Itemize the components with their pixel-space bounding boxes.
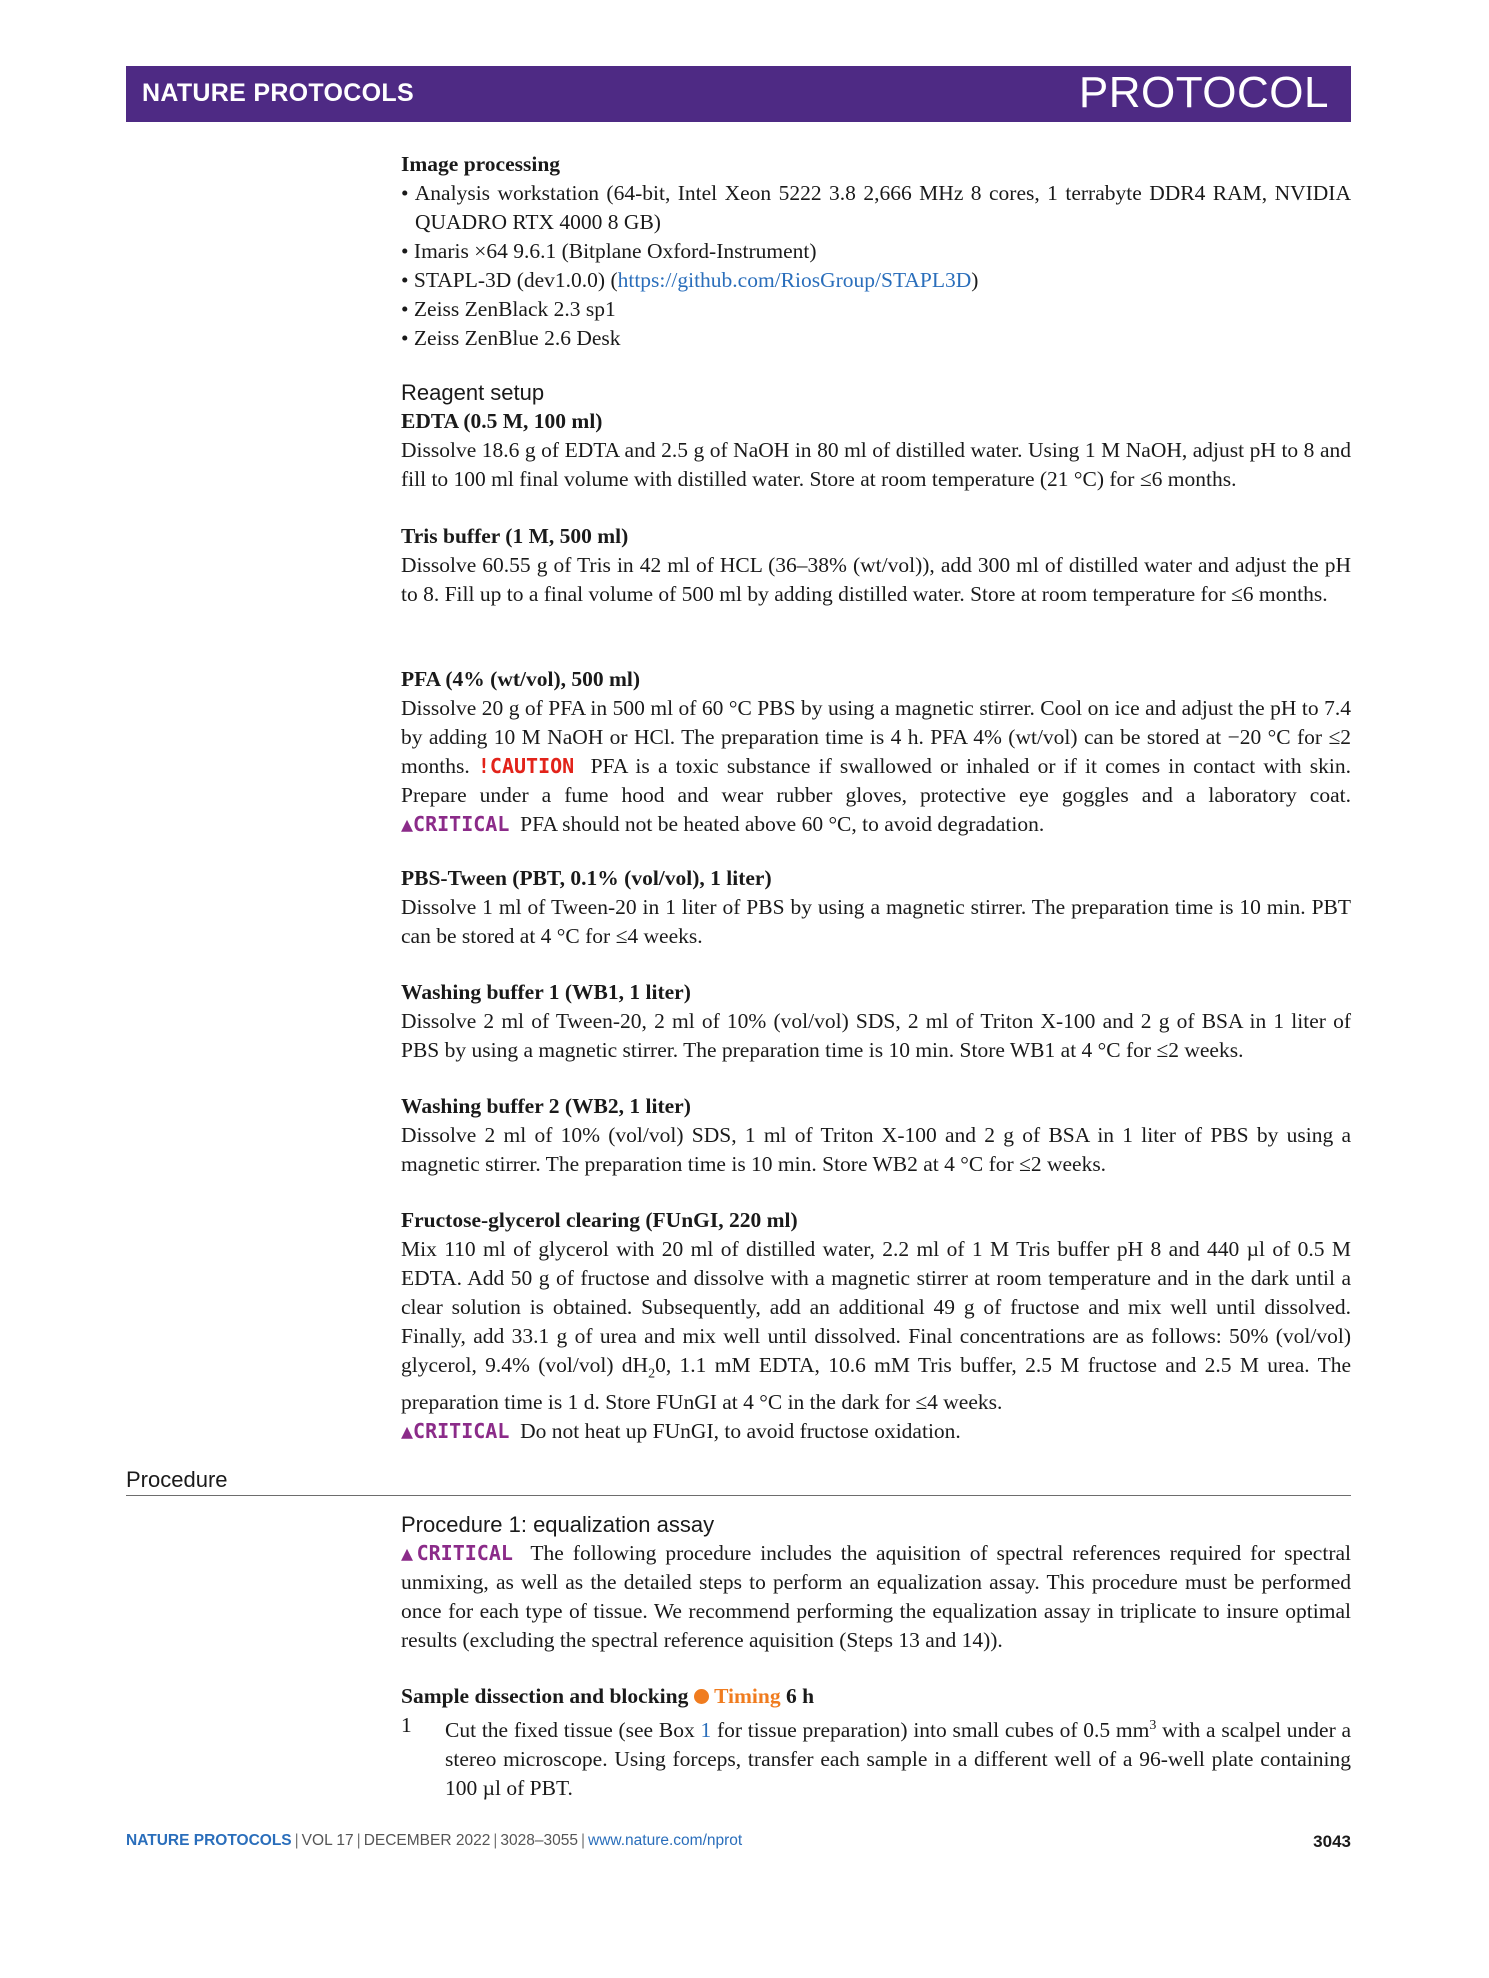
wb1-section (401, 978, 1351, 1065)
tris-section (401, 522, 1351, 609)
procedure-1-heading: Procedure 1: equalization assay (401, 1512, 715, 1537)
page-header (126, 66, 1351, 122)
fungi-title: Fructose-glycerol clearing (FUnGI, 220 ml) (401, 1208, 798, 1232)
pbt-text: Dissolve 1 ml of Tween-20 in 1 liter of PBS by using a magnetic stirrer. The preparation time is 10 min. PBT can be stored at 4 °C for ≤4 weeks. (401, 895, 1351, 948)
tris-title: Tris buffer (1 M, 500 ml) (401, 524, 629, 548)
procedure-divider (126, 1495, 1351, 1496)
footer-date: DECEMBER 2022 (363, 1832, 491, 1849)
footer-url-link[interactable]: www.nature.com/nprot (588, 1832, 743, 1849)
reagent-setup-section (401, 378, 1351, 494)
step-1: 1 Cut the fixed tissue (see Box 1 for tissue preparation) into small cubes of 0.5 $mm^3$ with a scalpel under a stereo microscope. Using forceps, transfer each sample in a different well of a 96-well plate containing 100 µl of PBT. (401, 1713, 1352, 1801)
page-footer: NATURE PROTOCOLS | VOL 17 | DECEMBER 2022 | 3028–3055 | www.nature.com/nprot 3043 (126, 1832, 1351, 1851)
caution-label: !CAUTION (477, 754, 575, 778)
sample-dissection-section (401, 1682, 1351, 1803)
pfa-section (401, 665, 1351, 839)
journal-name: NATURE PROTOCOLS (142, 79, 414, 107)
wb1-text: Dissolve 2 ml of Tween-20, 2 ml of 10% (vol/vol) SDS, 2 ml of Triton X-100 and 2 g of BSA in 1 liter of PBS by using a magnetic stirrer. The preparation time is 10 min. Store WB1 at 4 °C for ≤2 weeks. (401, 1009, 1351, 1062)
fungi-section (401, 1206, 1351, 1446)
wb2-section (401, 1092, 1351, 1179)
pfa-text: Dissolve 20 g of PFA in 500 ml of 60 °C PBS by using a magnetic stirrer. Cool on ice and adjust the pH to 7.4 by adding 10 M NaOH or HCl. The preparation time is 4 h. PFA 4% (wt/vol) can be stored at −20 °C for ≤2 months. !CAUTION PFA is a toxic substance if swallowed or inhaled or if it comes in contact with skin. Prepare under a fume hood and wear rubber gloves, protective eye goggles and a laboratory coat. ▲CRITICAL PFA should not be heated above 60 °C, to avoid degradation. (401, 696, 1352, 836)
timing-icon (694, 1689, 709, 1704)
edta-title: EDTA (0.5 M, 100 ml) (401, 409, 603, 433)
pbt-section (401, 864, 1351, 951)
procedure-label: Procedure (126, 1467, 228, 1492)
reagent-setup-heading: Reagent setup (401, 380, 545, 405)
list-item: • Zeiss ZenBlue 2.6 Desk (401, 326, 621, 350)
box-1-link[interactable]: 1 (700, 1718, 712, 1743)
list-item: • Analysis workstation (64-bit, Intel Xeon 5222 3.8 2,666 MHz 8 cores, 1 terrabyte DDR4 RAM, NVIDIA QUADRO RTX 4000 8 GB) (401, 181, 1351, 234)
edta-text: Dissolve 18.6 g of EDTA and 2.5 g of NaOH in 80 ml of distilled water. Using 1 M NaOH, adjust pH to 8 and fill to 100 ml final volume with distilled water. Store at room temperature (21 °C) for ≤6 months. (401, 438, 1351, 491)
list-item: • Imaris ×64 9.6.1 (Bitplane Oxford-Instrument) (401, 239, 817, 263)
fungi-critical: ▲CRITICAL Do not heat up FUnGI, to avoid fructose oxidation. (401, 1419, 961, 1444)
stapl3d-link[interactable]: https://github.com/RiosGroup/STAPL3D (617, 268, 972, 292)
procedure-1-critical: ▲CRITICAL The following procedure includes the aquisition of spectral references required for spectral unmixing, as well as the detailed steps to perform an equalization assay. This procedure must be performed once for each type of tissue. We recommend performing the equalization assay in triplicate to insure optimal results (excluding the spectral reference aquisition (Steps 13 and 14)). (401, 1541, 1351, 1652)
page-number: 3043 (1313, 1832, 1351, 1851)
pbt-title: PBS-Tween (PBT, 0.1% (vol/vol), 1 liter) (401, 866, 772, 890)
procedure-1-section (401, 1510, 1351, 1655)
critical-label: ▲CRITICAL (401, 812, 510, 836)
article-type: PROTOCOL (1078, 68, 1329, 117)
footer-volume: VOL 17 (301, 1832, 354, 1849)
image-processing-title: Image processing (401, 152, 561, 176)
fungi-text: Mix 110 ml of glycerol with 20 ml of distilled water, 2.2 ml of 1 M Tris buffer pH 8 and 440 µl of 0.5 M EDTA. Add 50 g of fructose and dissolve with a magnetic stirrer at room temperature and in the dark until a clear solution is obtained. Subsequently, add an additional 49 g of fructose and mix well until dissolved. Finally, add 33.1 g of urea and mix well until dissolved. Final concentrations are as follows: 50% (vol/vol) glycerol, 9.4% (vol/vol) $dH_20$, 1.1 mM EDTA, 10.6 mM Tris buffer, 2.5 M fructose and 2.5 M urea. The preparation time is 1 d. Store FUnGI at 4 °C in the dark for ≤4 weeks. (401, 1237, 1352, 1415)
wb1-title: Washing buffer 1 (WB1, 1 liter) (401, 980, 691, 1004)
pfa-title: PFA (4% (wt/vol), 500 ml) (401, 667, 641, 691)
image-processing-section (401, 150, 1351, 353)
critical-label: ▲CRITICAL (401, 1541, 513, 1565)
wb2-text: Dissolve 2 ml of 10% (vol/vol) SDS, 1 ml of Triton X-100 and 2 g of BSA in 1 liter of PBS by using a magnetic stirrer. The preparation time is 10 min. Store WB2 at 4 °C for ≤2 weeks. (401, 1123, 1351, 1176)
critical-label: ▲CRITICAL (401, 1419, 510, 1444)
step-number: 1 (401, 1713, 412, 1737)
sample-dissection-heading: Sample dissection and blocking Timing 6 h (401, 1684, 815, 1708)
list-item: • Zeiss ZenBlack 2.3 sp1 (401, 297, 616, 321)
footer-pages: 3028–3055 (500, 1832, 578, 1849)
footer-journal: NATURE PROTOCOLS (126, 1832, 292, 1849)
tris-text: Dissolve 60.55 g of Tris in 42 ml of HCL (36–38% (wt/vol)), add 300 ml of distilled water and adjust the pH to 8. Fill up to a final volume of 500 ml by adding distilled water. Store at room temperature for ≤6 months. (401, 553, 1351, 606)
wb2-title: Washing buffer 2 (WB2, 1 liter) (401, 1094, 691, 1118)
list-item: • STAPL-3D (dev1.0.0) (https://github.com/RiosGroup/STAPL3D) (401, 268, 979, 292)
